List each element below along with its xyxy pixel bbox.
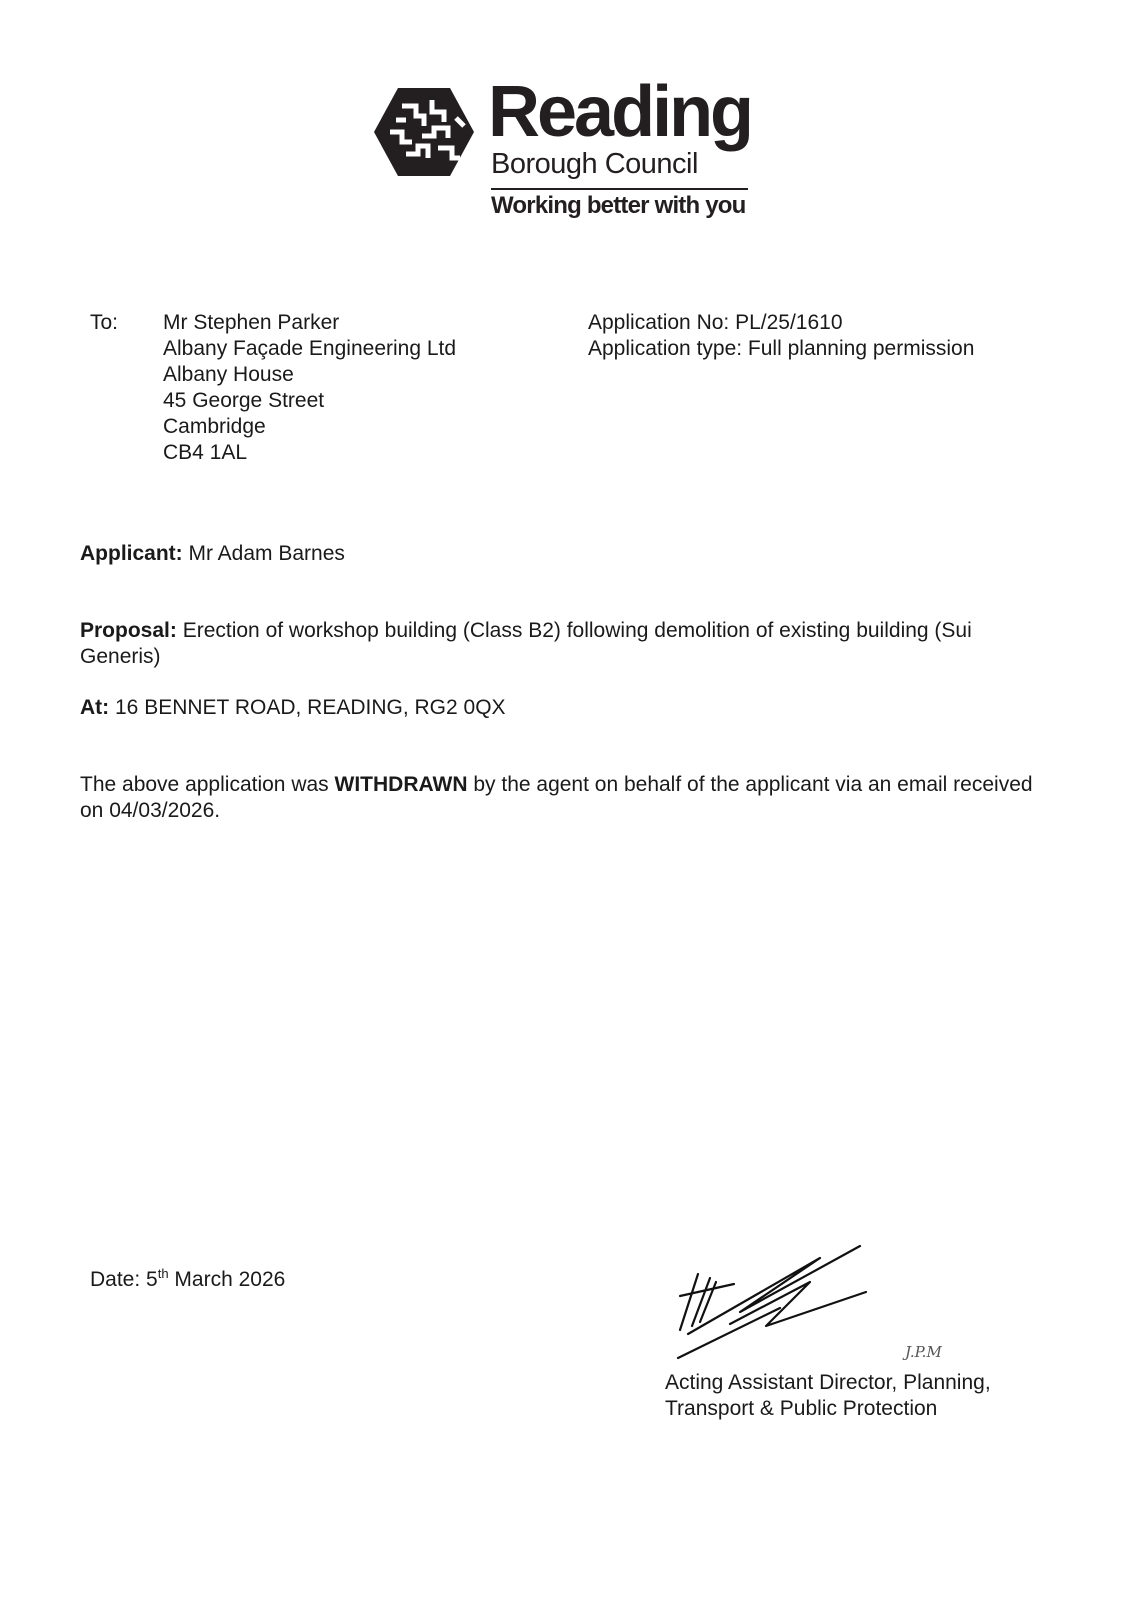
date-day: 5 <box>146 1268 158 1291</box>
logo-subtitle: Borough Council <box>491 148 698 180</box>
council-emblem-icon <box>372 86 476 178</box>
date-month-year: March 2026 <box>174 1268 286 1291</box>
proposal-line <box>80 618 1055 670</box>
date-day-suffix: th <box>157 1266 169 1281</box>
applicant-line <box>80 541 345 567</box>
decision-statement <box>80 772 1040 824</box>
decision-text-after: by the agent on behalf of the applicant via an email received on 04/03/2026. <box>80 773 1033 822</box>
proposal-label: Proposal: <box>80 619 177 642</box>
recipient-name: Mr Stephen Parker <box>163 311 340 334</box>
site-line <box>80 695 506 721</box>
recipient-town: Cambridge <box>163 415 266 438</box>
applicant-value: Mr Adam Barnes <box>188 542 345 565</box>
recipient-postcode: CB4 1AL <box>163 441 248 464</box>
decision-text-before: The above application was <box>80 773 329 796</box>
recipient-address-line: 45 George Street <box>163 389 325 412</box>
signatory-title <box>665 1370 991 1422</box>
signature-initials: J.P.M <box>905 1343 942 1361</box>
application-number: Application No: PL/25/1610 <box>588 311 843 334</box>
letter-date <box>90 1267 285 1293</box>
decision-status: WITHDRAWN <box>334 773 468 796</box>
logo-divider <box>491 188 748 190</box>
logo-tagline: Working better with you <box>491 192 746 219</box>
recipient-label: To: <box>90 311 119 334</box>
signature <box>670 1238 890 1368</box>
recipient-address-line: Albany House <box>163 363 294 386</box>
applicant-label: Applicant: <box>80 542 183 565</box>
application-info <box>588 310 974 362</box>
site-address: 16 BENNET ROAD, READING, RG2 0QX <box>115 696 506 719</box>
signatory-title-line: Transport & Public Protection <box>665 1397 938 1420</box>
recipient-address <box>163 310 456 466</box>
proposal-value: Erection of workshop building (Class B2) following demolition of existing building (Sui Generis) <box>80 619 972 668</box>
site-label: At: <box>80 696 110 719</box>
recipient-company: Albany Façade Engineering Ltd <box>163 337 457 360</box>
signatory-title-line: Acting Assistant Director, Planning, <box>665 1371 991 1394</box>
council-logo <box>372 72 772 222</box>
logo-name: Reading <box>488 72 752 152</box>
application-type: Application type: Full planning permission <box>588 337 975 360</box>
date-label: Date: <box>90 1268 141 1291</box>
